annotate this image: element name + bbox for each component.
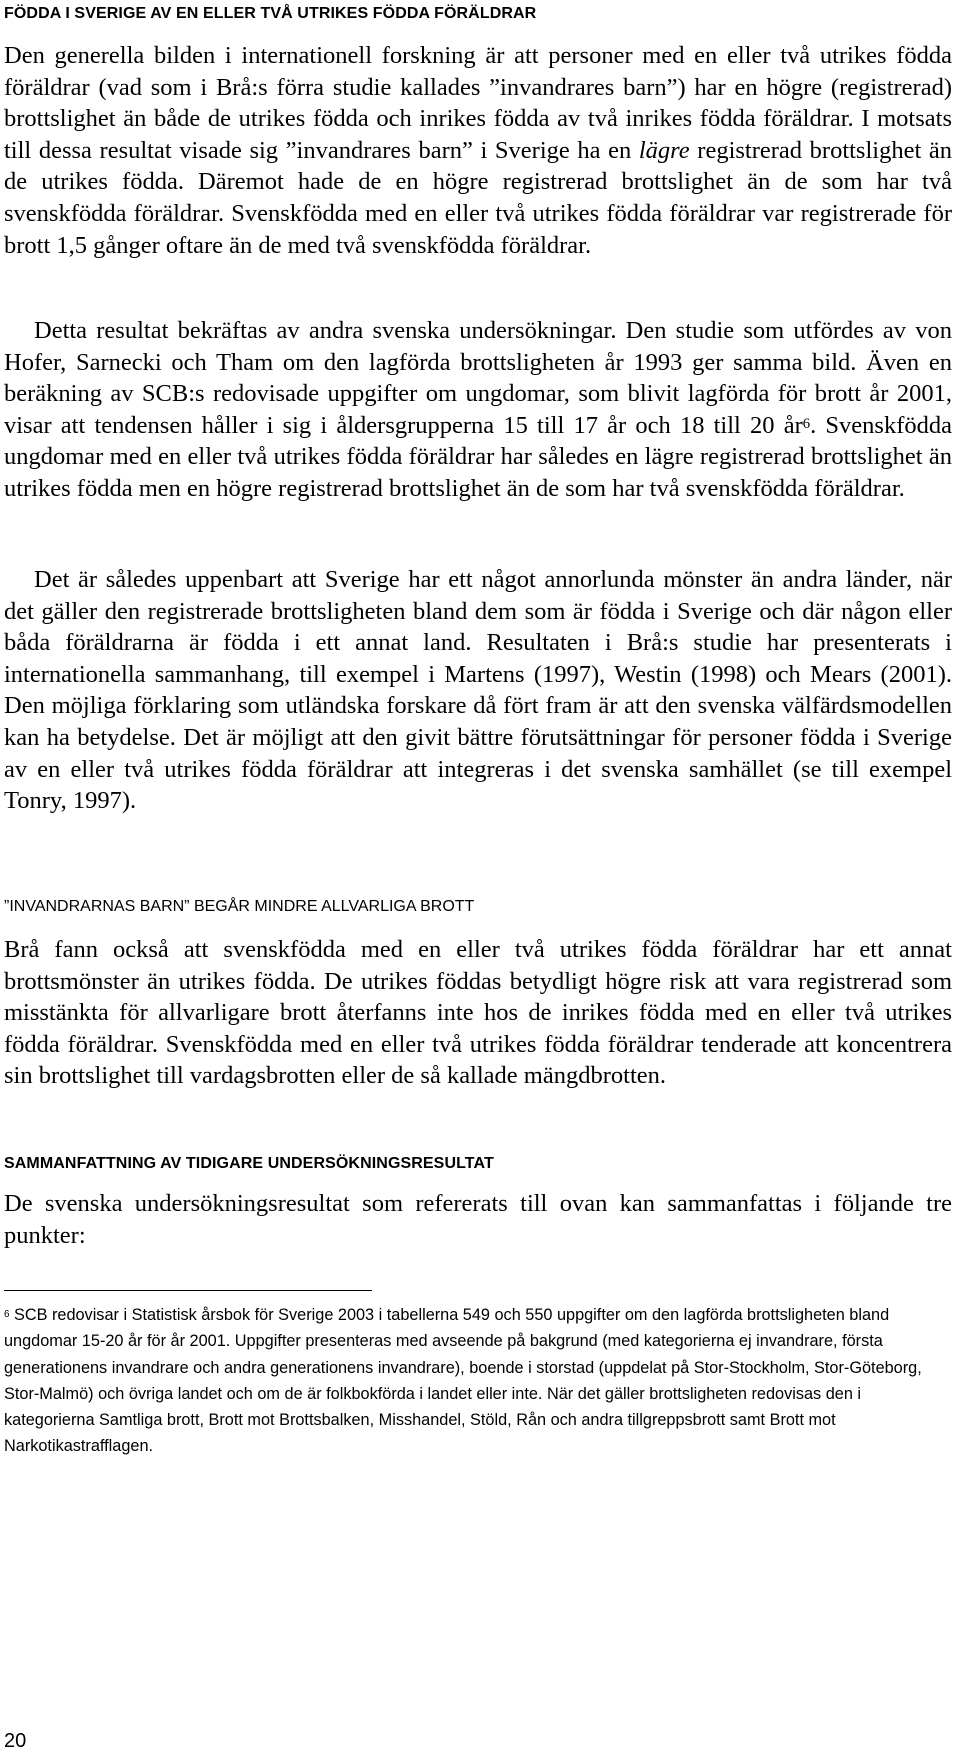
paragraph-text: Den generella bilden i internationell forskning är att personer med en eller två utrikes födda föräldrar (vad som i Brå:s förra studie kallades ”invandrares barn”) har en högre (registrerad) brottslighet än både de utrikes födda och inrikes födda av två inrikes födda föräldrar. I motsats till dessa resultat visade sig ”invandrares barn” i Sverige ha en (4, 42, 952, 164)
paragraph-general-picture (4, 40, 952, 261)
footnote-divider (4, 1290, 372, 1291)
paragraph-different-pattern: Det är således uppenbart att Sverige har ett något annorlunda mönster än andra länder, när det gäller den registrerade brottsligheten bland dem som är födda i Sverige och där någon eller båda föräldrarna är födda i ett annat land. Resultaten i Brå:s studie har presenterats i internationella sammanhang, till exempel i Martens (1997), Westin (1998) och Mears (2001). Den möjliga förklaring som utländska forskare då fört fram är att den svenska välfärdsmodellen kan ha betydelse. Det är möjligt att den givit bättre förutsättningar för personer födda i Sverige av en eller två utrikes födda föräldrar att integreras i det svenska samhället (se till exempel Tonry, 1997). (4, 566, 952, 815)
paragraph-summary-intro: De svenska undersökningsresultat som refererats till ovan kan sammanfattas i följande tre punkter: (4, 1190, 952, 1249)
paragraph-text: Detta resultat bekräftas av andra svenska undersökningar. Den studie som utfördes av von Hofer, Sarnecki och Tham om den lagförda brottsligheten år 1993 ger samma bild. Även en beräkning av SCB:s redovisade uppgifter om ungdomar, som blivit lagförda för brott år 2001, visar att tendensen håller i sig i åldersgrupperna 15 till 17 år och 18 till 20 år (4, 317, 952, 439)
section-heading-born-in-sweden: FÖDDA I SVERIGE AV EN ELLER TVÅ UTRIKES FÖDDA FÖRÄLDRAR (4, 5, 537, 22)
paragraph-confirmed-results (4, 315, 952, 505)
footnote-marker: 6 (4, 1309, 10, 1321)
paragraph-text: . Svenskfödda ungdomar med en eller två utrikes födda föräldrar har således en lägre registrerad brottslighet än utrikes födda men en högre registrerad brottslighet än de som har två svenskfödda föräldrar. (4, 411, 952, 502)
footnote-text: SCB redovisar i Statistisk årsbok för Sverige 2003 i tabellerna 549 och 550 uppgifter om den lagförda brottsligheten bland ungdomar 15-20 år för år 2001. Uppgifter presenteras med avseende på bakgrund (med kategorierna ej invandrare, första generationens invandrare och andra generationens invandrare), boende i storstad (uppdelat på Stor-Stockholm, Stor-Göteborg, Stor-Malmö) och övriga landet och om de är folkbokförda i landet eller inte. När det gäller brottsligheten redovisas den i kategorierna Samtliga brott, Brott mot Brottsbalken, Misshandel, Stöld, Rån och andra tillgreppsbrott samt Brott mot Narkotikastrafflagen. (4, 1306, 922, 1456)
paragraph-crime-pattern: Brå fann också att svenskfödda med en eller två utrikes födda föräldrar har ett annat brottsmönster än utrikes födda. De utrikes föddas betydligt högre risk att vara registrerad som misstänkta för allvarligare brott återfanns inte hos de inrikes födda med en eller två utrikes födda föräldrar. Svenskfödda med en eller två utrikes födda föräldrar tenderade att koncentrera sin brottslighet till vardagsbrotten eller de så kallade mängdbrotten. (4, 936, 952, 1090)
section-heading-summary: SAMMANFATTNING AV TIDIGARE UNDERSÖKNINGSRESULTAT (4, 1155, 494, 1172)
emphasis-text: lägre (638, 136, 690, 164)
footnote (4, 1302, 944, 1460)
page-number: 20 (4, 1730, 27, 1752)
paragraph-text: registrerad brottslighet än de utrikes födda. Däremot hade de en högre registrerad brottslighet än de som har två svenskfödda föräldrar. Svenskfödda med en eller två utrikes födda föräldrar var registrerade för brott 1,5 gånger oftare än de med två svenskfödda föräldrar. (4, 136, 952, 259)
section-heading-less-serious-crimes: ”INVANDRARNAS BARN” BEGÅR MINDRE ALLVARLIGA BROTT (4, 898, 475, 915)
footnote-reference: 6 (802, 416, 811, 433)
